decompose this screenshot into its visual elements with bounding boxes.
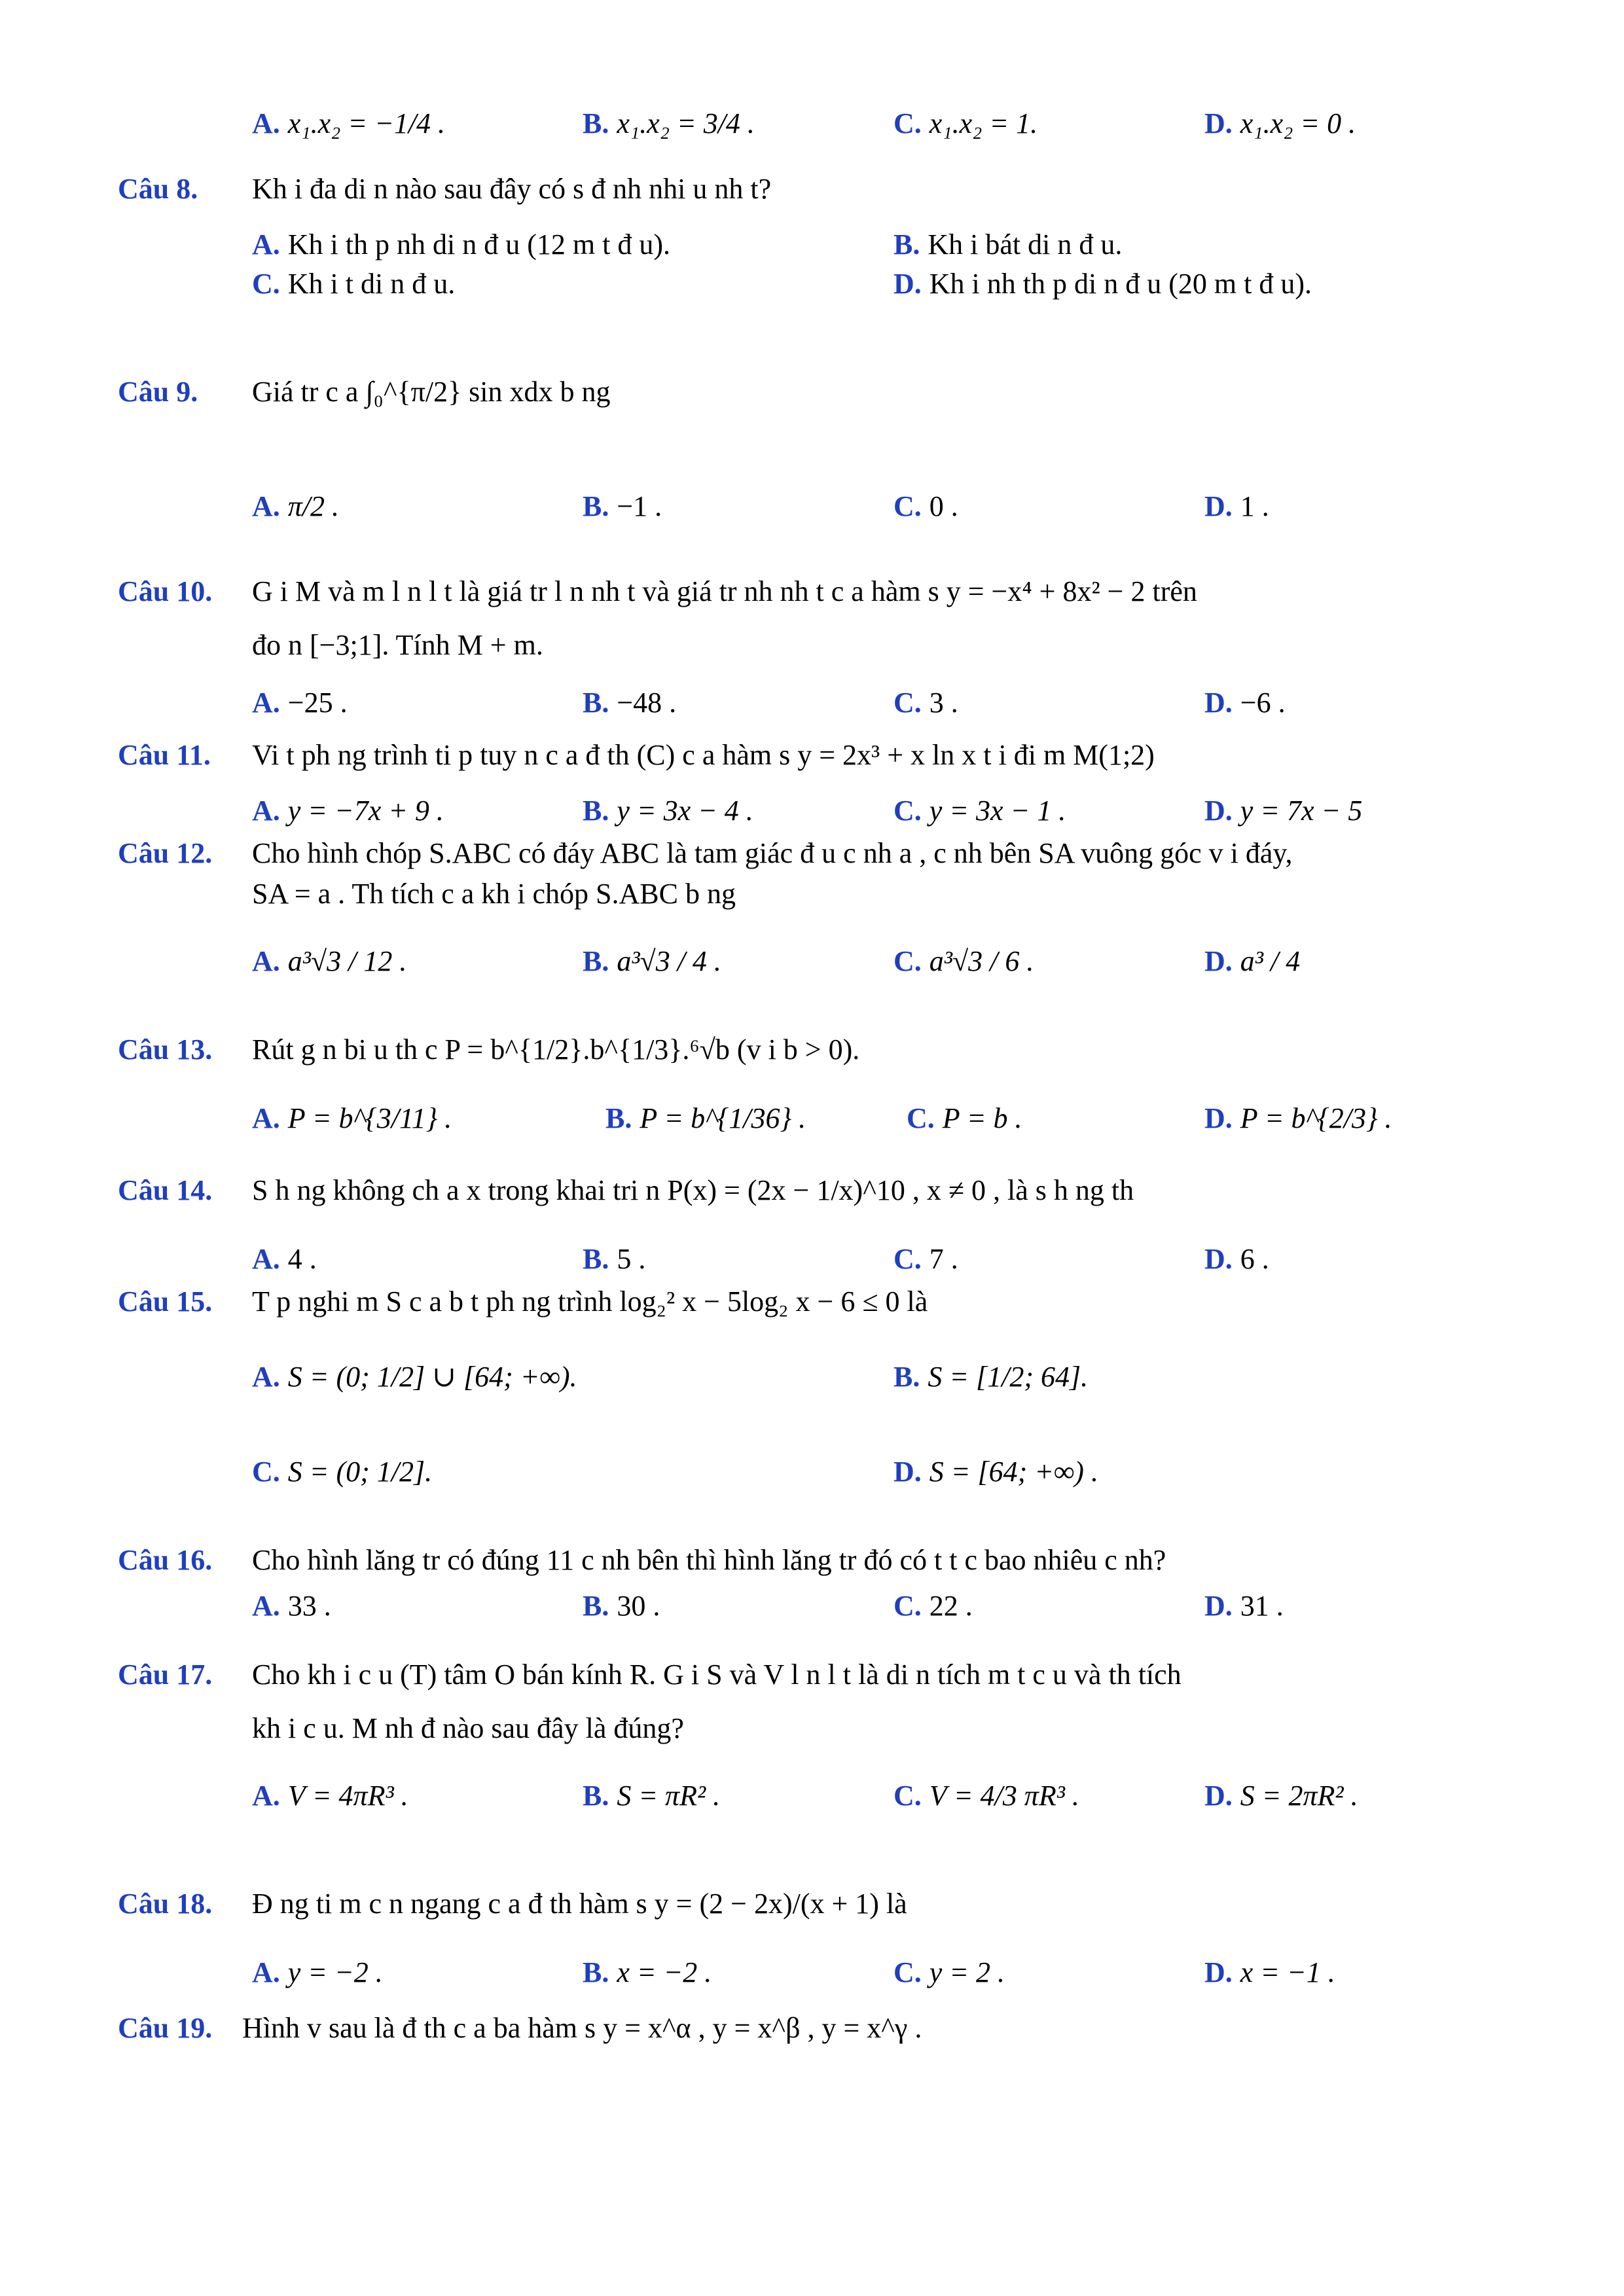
question-text: Rút g n bi u th c P = b^{1/2}.b^{1/3}.⁶√b (v i b > 0). [252, 1033, 860, 1066]
option-d [893, 1453, 1098, 1491]
option-text: P = b . [942, 1102, 1022, 1134]
option-b [583, 1587, 660, 1625]
question-text: S h ng không ch a x trong khai tri n P(x) = (2x − 1/x)^10 , x ≠ 0 , là s h ng th [252, 1174, 1134, 1206]
option-text: P = b^{1/36} . [640, 1102, 806, 1134]
option-label: C. [893, 1956, 922, 1988]
option-text: 7 . [929, 1243, 958, 1275]
option-d [1204, 684, 1286, 722]
option-a [252, 226, 670, 264]
option-label: D. [893, 1456, 922, 1488]
option-d [893, 265, 1312, 303]
option-text: 30 . [617, 1590, 660, 1622]
option-label: D. [1204, 1243, 1233, 1275]
option-label: D. [1204, 687, 1233, 719]
question-10 [118, 573, 1519, 661]
option-a [252, 1100, 452, 1138]
option-text: 31 . [1240, 1590, 1284, 1622]
option-c [893, 488, 958, 526]
option-b [583, 488, 662, 526]
option-text: S = [64; +∞) . [929, 1456, 1098, 1488]
option-c [907, 1100, 1022, 1138]
option-label: A. [252, 107, 280, 139]
option-label: B. [893, 1361, 920, 1393]
option-text: a³√3 / 4 . [617, 945, 721, 977]
option-text: π/2 . [287, 490, 340, 522]
question-19 [118, 2009, 1519, 2049]
option-text: S = [1/2; 64]. [928, 1361, 1089, 1393]
question-text-line2: kh i c u. M nh đ nào sau đây là đúng? [252, 1712, 684, 1744]
option-c [893, 792, 1066, 830]
question-text: Cho kh i c u (T) tâm O bán kính R. G i S và V l n l t là di n tích m t c u và th tích [252, 1659, 1182, 1691]
question-text: Cho hình chóp S.ABC có đáy ABC là tam giác đ u c nh a , c nh bên SA vuông góc v i đáy, [252, 837, 1293, 869]
option-b [583, 1240, 645, 1278]
option-d [1204, 792, 1362, 830]
question-label: Câu 16. [118, 1544, 213, 1576]
option-text: a³√3 / 12 . [287, 945, 407, 977]
question-text: Đ ng ti m c n ngang c a đ th hàm s y = (2 − 2x)/(x + 1) là [252, 1888, 907, 1920]
option-text: 33 . [287, 1590, 331, 1622]
option-a [252, 1777, 408, 1815]
question-text: Giá tr c a ∫₀^{π/2} sin xdx b ng [252, 376, 611, 408]
option-text: S = (0; 1/2]. [287, 1456, 433, 1488]
option-a [252, 488, 339, 526]
option-text: y = 7x − 5 [1240, 795, 1363, 827]
option-label: A. [252, 945, 280, 977]
question-text-line2: SA = a . Th tích c a kh i chóp S.ABC b ng [252, 878, 736, 910]
option-b [583, 105, 755, 143]
option-text: 22 . [929, 1590, 973, 1622]
option-label: C. [893, 1590, 922, 1622]
option-b [893, 226, 1122, 264]
option-a [252, 684, 348, 722]
option-b [583, 684, 676, 722]
option-text: 3 . [929, 687, 958, 719]
option-c [252, 265, 455, 303]
option-text: 4 . [287, 1243, 317, 1275]
option-label: B. [583, 490, 609, 522]
option-b [583, 1954, 712, 1992]
option-label: B. [583, 945, 609, 977]
option-label: D. [1204, 1102, 1233, 1134]
option-label: C. [893, 795, 922, 827]
option-c [893, 105, 1038, 143]
question-text: Kh i đa di n nào sau đây có s đ nh nhi u nh t? [252, 173, 772, 205]
option-label: C. [893, 687, 922, 719]
option-text: Kh i t di n đ u. [287, 268, 456, 300]
option-label: A. [252, 490, 280, 522]
option-text: S = πR² . [617, 1780, 721, 1812]
option-d [1204, 1777, 1358, 1815]
option-label: C. [252, 268, 280, 300]
option-label: C. [893, 945, 922, 977]
option-text: a³√3 / 6 . [929, 945, 1034, 977]
option-label: C. [893, 490, 922, 522]
option-text: S = (0; 1/2] ∪ [64; +∞). [287, 1361, 577, 1393]
question-label: Câu 8. [118, 173, 198, 205]
option-label: C. [907, 1102, 935, 1134]
option-label: B. [583, 107, 609, 139]
option-label: A. [252, 687, 280, 719]
question-text: T p nghi m S c a b t ph ng trình log₂² x − 5log₂ x − 6 ≤ 0 là [252, 1285, 928, 1318]
option-text: y = 2 . [929, 1956, 1005, 1988]
option-text: S = 2πR² . [1240, 1780, 1358, 1812]
question-12 [118, 834, 1519, 913]
option-a [252, 1954, 383, 1992]
option-a [252, 105, 445, 143]
option-b [893, 1358, 1088, 1396]
option-text: V = 4/3 πR³ . [929, 1780, 1079, 1812]
option-text: 0 . [929, 490, 958, 522]
option-text: x₁.x₂ = −1/4 . [287, 107, 446, 139]
option-label: B. [583, 795, 609, 827]
option-text: x = −2 . [617, 1956, 712, 1988]
option-d [1204, 488, 1269, 526]
question-label: Câu 17. [118, 1659, 213, 1691]
question-15 [118, 1283, 1519, 1322]
question-label: Câu 12. [118, 837, 213, 869]
option-text: V = 4πR³ . [287, 1780, 408, 1812]
option-label: B. [583, 1956, 609, 1988]
option-c [893, 1777, 1079, 1815]
option-d [1204, 1100, 1392, 1138]
option-text: 6 . [1240, 1243, 1269, 1275]
question-9 [118, 373, 1519, 412]
option-text: y = 3x − 1 . [929, 795, 1066, 827]
option-text: Kh i nh th p di n đ u (20 m t đ u). [929, 268, 1312, 300]
question-label: Câu 15. [118, 1285, 213, 1318]
option-c [252, 1453, 432, 1491]
option-a [252, 942, 406, 980]
option-label: B. [583, 1243, 609, 1275]
option-d [1204, 1240, 1269, 1278]
question-13 [118, 1031, 1519, 1070]
option-label: C. [252, 1456, 280, 1488]
option-b [605, 1100, 806, 1138]
question-text: Vi t ph ng trình ti p tuy n c a đ th (C) c a hàm s y = 2x³ + x ln x t i đi m M(1;2) [252, 739, 1155, 771]
question-text: G i M và m l n l t là giá tr l n nh t và giá tr nh nh t c a hàm s y = −x⁴ + 8x² − 2 trên [252, 575, 1197, 607]
option-label: A. [252, 1361, 280, 1393]
option-b [583, 942, 721, 980]
option-text: 1 . [1240, 490, 1269, 522]
option-text: y = −7x + 9 . [287, 795, 444, 827]
option-label: C. [893, 107, 922, 139]
option-label: A. [252, 228, 280, 260]
option-text: −1 . [617, 490, 662, 522]
option-text: x₁.x₂ = 1. [929, 107, 1038, 139]
option-label: D. [1204, 945, 1233, 977]
option-label: C. [893, 1780, 922, 1812]
question-label: Câu 19. [118, 2012, 213, 2044]
question-8 [118, 170, 1519, 209]
option-text: y = −2 . [287, 1956, 383, 1988]
option-c [893, 1240, 958, 1278]
question-text: Cho hình lăng tr có đúng 11 c nh bên thì hình lăng tr đó có t t c bao nhiêu c nh? [252, 1544, 1166, 1576]
question-17 [118, 1656, 1519, 1744]
option-label: B. [605, 1102, 632, 1134]
option-text: −48 . [617, 687, 677, 719]
option-text: Kh i th p nh di n đ u (12 m t đ u). [287, 228, 670, 260]
option-text: y = 3x − 4 . [617, 795, 753, 827]
option-text: a³ / 4 [1240, 945, 1301, 977]
option-d [1204, 942, 1300, 980]
option-b [583, 792, 753, 830]
option-label: A. [252, 1780, 280, 1812]
option-a [252, 1358, 577, 1396]
option-label: C. [893, 1243, 922, 1275]
option-label: B. [583, 687, 609, 719]
option-label: D. [1204, 107, 1233, 139]
question-text-line2: đo n [−3;1]. Tính M + m. [252, 629, 543, 661]
question-label: Câu 9. [118, 376, 198, 408]
question-label: Câu 11. [118, 739, 211, 771]
option-label: D. [893, 268, 922, 300]
option-c [893, 684, 958, 722]
option-d [1204, 105, 1356, 143]
option-label: B. [583, 1590, 609, 1622]
question-label: Câu 14. [118, 1174, 213, 1206]
option-text: −6 . [1240, 687, 1286, 719]
question-text: Hình v sau là đ th c a ba hàm s y = x^α , y = x^β , y = x^γ . [242, 2012, 922, 2044]
option-label: B. [583, 1780, 609, 1812]
option-label: A. [252, 1590, 280, 1622]
option-c [893, 1954, 1005, 1992]
option-label: D. [1204, 1590, 1233, 1622]
option-text: x₁.x₂ = 3/4 . [617, 107, 755, 139]
option-label: A. [252, 1102, 280, 1134]
option-label: A. [252, 1243, 280, 1275]
option-text: P = b^{3/11} . [287, 1102, 452, 1134]
option-d [1204, 1587, 1284, 1625]
option-text: −25 . [287, 687, 348, 719]
question-16 [118, 1541, 1519, 1581]
option-c [893, 1587, 973, 1625]
option-label: D. [1204, 1956, 1233, 1988]
option-label: B. [893, 228, 920, 260]
option-label: A. [252, 1956, 280, 1988]
option-label: A. [252, 795, 280, 827]
option-a [252, 1240, 317, 1278]
option-label: D. [1204, 1780, 1233, 1812]
option-text: 5 . [617, 1243, 646, 1275]
option-text: P = b^{2/3} . [1240, 1102, 1392, 1134]
question-label: Câu 13. [118, 1033, 213, 1066]
question-14 [118, 1172, 1519, 1211]
question-label: Câu 18. [118, 1888, 213, 1920]
question-11 [118, 736, 1519, 776]
option-a [252, 792, 444, 830]
option-c [893, 942, 1034, 980]
option-text: x = −1 . [1240, 1956, 1335, 1988]
question-18 [118, 1885, 1519, 1924]
option-d [1204, 1954, 1335, 1992]
option-label: D. [1204, 490, 1233, 522]
question-label: Câu 10. [118, 575, 213, 607]
option-b [583, 1777, 720, 1815]
option-label: D. [1204, 795, 1233, 827]
option-text: x₁.x₂ = 0 . [1240, 107, 1356, 139]
option-text: Kh i bát di n đ u. [928, 228, 1123, 260]
option-a [252, 1587, 331, 1625]
